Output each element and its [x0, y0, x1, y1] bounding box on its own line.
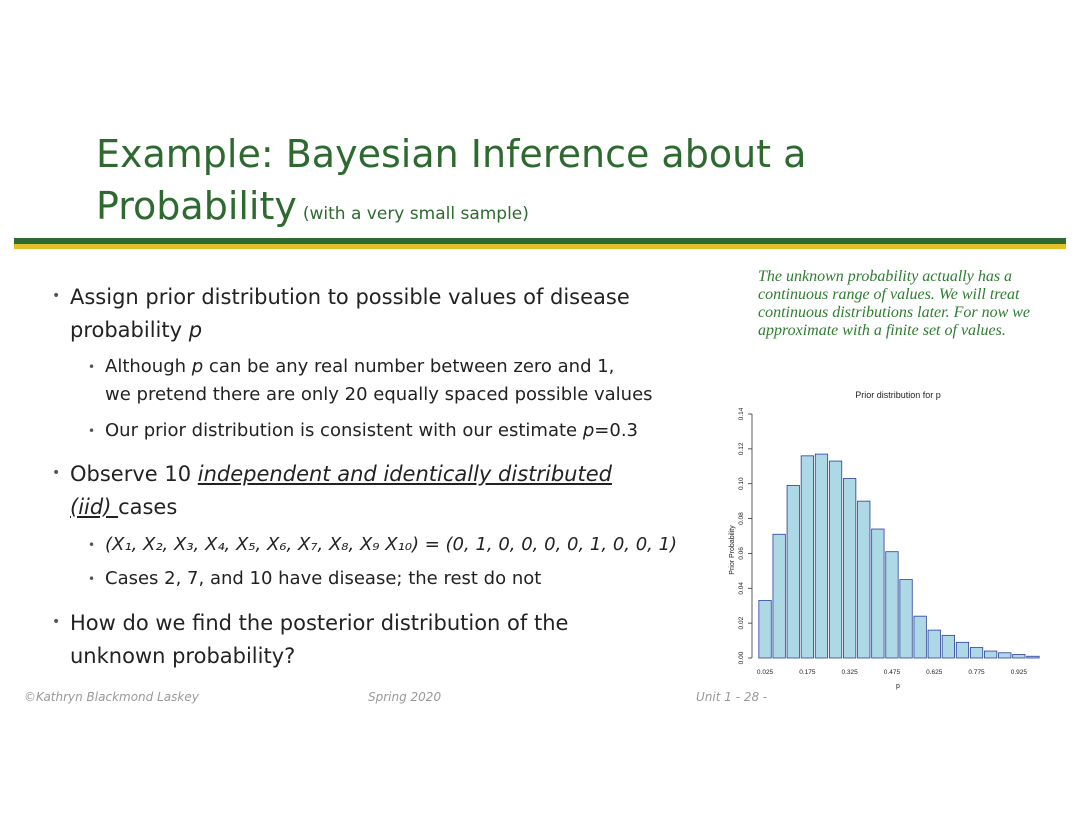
text: Our prior distribution is consistent with our estimate	[105, 420, 583, 441]
underlined-text: (iid)	[70, 495, 119, 519]
chart-x-axis	[757, 669, 1027, 676]
chart-bars	[759, 454, 1039, 658]
variable-p: p	[582, 420, 595, 441]
chart-bar	[773, 534, 785, 658]
chart-bar	[900, 580, 912, 658]
bullet-posterior-line1: How do we find the posterior distribution of the	[70, 611, 569, 635]
chart-bar	[815, 454, 827, 658]
bullet-dot: •	[52, 288, 61, 304]
text: Observe 10	[70, 462, 198, 486]
chart-bar	[914, 616, 926, 658]
chart-bar	[956, 642, 968, 658]
text: cases	[118, 495, 178, 519]
x-tick-label: 0.025	[756, 669, 774, 676]
bullet-observe	[70, 458, 710, 524]
chart-bar	[999, 653, 1011, 658]
chart-bar	[843, 478, 855, 658]
bullet-observe-line1	[70, 458, 710, 491]
chart-title: Prior distribution for p	[855, 390, 941, 400]
chart-bar	[1027, 656, 1039, 658]
variable-p: p	[188, 318, 203, 342]
chart-bar	[1013, 655, 1025, 658]
slide-title	[96, 128, 996, 240]
chart-bar	[942, 635, 954, 658]
text: probability	[70, 318, 189, 342]
observation-vector: (X₁, X₂, X₃, X₄, X₅, X₆, X₇, X₈, X₉ X₁₀) = (0, 1, 0, 0, 0, 0, 1, 0, 0, 1)	[105, 534, 678, 555]
bullet-prior-line1: Assign prior distribution to possible values of disease	[70, 285, 630, 309]
x-tick-label: 0.625	[926, 669, 943, 676]
x-tick-label: 0.325	[841, 669, 858, 676]
chart-bar	[829, 461, 841, 658]
y-tick-label: 0.06	[738, 547, 745, 560]
bullet-prior	[70, 281, 710, 347]
y-tick-label: 0.02	[738, 616, 745, 630]
x-tick-label: 0.475	[883, 669, 901, 676]
text: can be any real number between zero and 1,	[203, 356, 615, 377]
title-divider-gold	[14, 244, 1066, 249]
chart-x-axis-label: p	[896, 683, 900, 690]
text: Cases 2, 7, and 10 have disease; the rest do not	[105, 568, 542, 589]
chart-bar	[759, 600, 771, 658]
bullet-dot: •	[52, 465, 61, 481]
chart-y-axis	[738, 407, 752, 664]
bullet-dot: •	[88, 538, 96, 552]
chart-y-axis-label: Prior Probability	[729, 525, 736, 575]
x-tick-label: 0.175	[799, 669, 816, 676]
y-tick-label: 0.08	[738, 512, 745, 525]
chart-bar	[858, 501, 870, 658]
chart-bar	[801, 456, 813, 658]
text: Although	[105, 356, 192, 377]
bullet-dot: •	[88, 360, 96, 374]
bullet-dot: •	[88, 424, 96, 438]
chart-bar	[787, 485, 799, 658]
y-tick-label: 0.14	[738, 407, 745, 421]
footer-term: Spring 2020	[368, 690, 442, 704]
subbullet-cases	[105, 565, 715, 593]
underlined-text: independent and identically distributed	[197, 462, 612, 486]
bullet-prior-line2	[70, 314, 710, 347]
bullet-observe-line2	[70, 491, 710, 524]
subbullet-real-number	[105, 353, 715, 409]
chart-bar	[886, 552, 898, 658]
text: =0.3	[594, 420, 638, 441]
prior-distribution-chart	[712, 380, 1052, 690]
chart-bar	[872, 529, 884, 658]
footer-page: Unit 1 - 28 -	[696, 690, 768, 704]
chart-bar	[970, 648, 982, 658]
subbullet-line1	[105, 353, 715, 381]
title-subtitle: (with a very small sample)	[302, 204, 529, 224]
subbullet-observations	[105, 531, 725, 559]
title-line-2	[96, 180, 996, 240]
subbullet-line2: we pretend there are only 20 equally spaced possible values	[105, 384, 653, 405]
footer-author: ©Kathryn Blackmond Laskey	[24, 690, 199, 704]
x-tick-label: 0.775	[968, 669, 985, 676]
subbullet-consistent	[105, 417, 715, 445]
side-note: The unknown probability actually has a continuous range of values. We will treat continuous distributions later. For now we approximate with a finite set of values.	[758, 268, 1031, 339]
bullet-posterior	[70, 607, 710, 673]
y-tick-label: 0.00	[738, 651, 745, 665]
bullet-dot: •	[52, 614, 61, 630]
title-main: Probability	[96, 184, 297, 228]
title-line-1: Example: Bayesian Inference about a	[96, 132, 807, 176]
y-tick-label: 0.12	[738, 442, 745, 456]
bullet-dot: •	[88, 572, 96, 586]
chart-bar	[928, 630, 940, 658]
variable-p: p	[191, 356, 204, 377]
x-tick-label: 0.925	[1010, 669, 1027, 676]
y-tick-label: 0.10	[738, 477, 745, 491]
bullet-posterior-line2: unknown probability?	[70, 644, 296, 668]
chart-bar	[984, 651, 996, 658]
y-tick-label: 0.04	[738, 581, 745, 595]
